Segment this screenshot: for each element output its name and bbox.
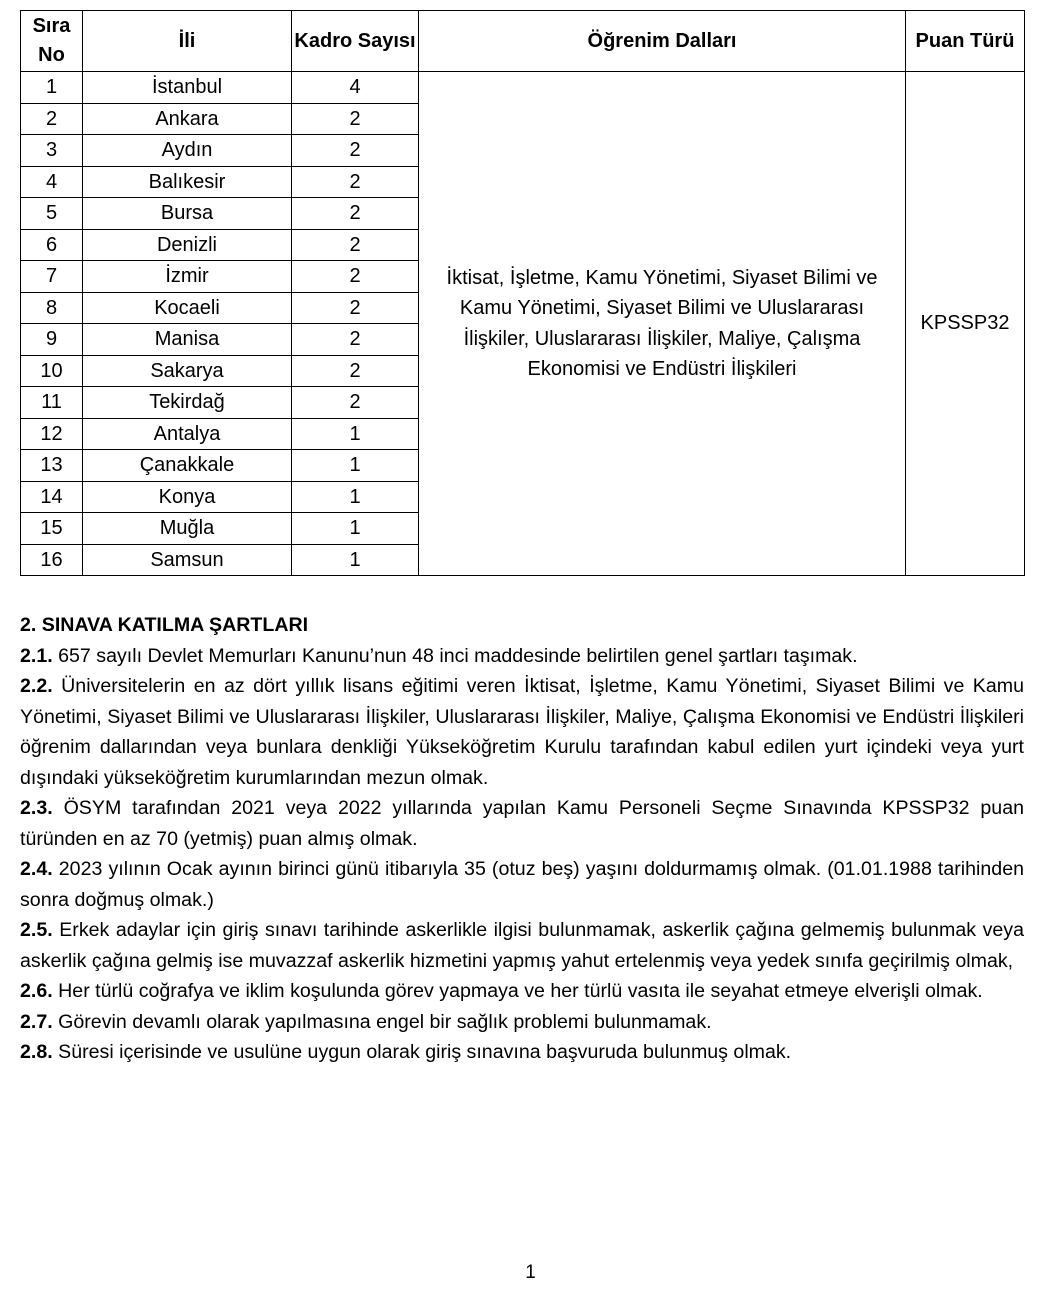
page-number: 1: [525, 1262, 536, 1283]
row-no: 14: [21, 481, 83, 513]
row-city: Muğla: [83, 513, 292, 545]
row-no: 12: [21, 418, 83, 450]
row-count: 2: [292, 198, 419, 230]
condition-number: 2.4.: [20, 858, 53, 880]
row-count: 1: [292, 481, 419, 513]
row-city: Konya: [83, 481, 292, 513]
row-count: 2: [292, 261, 419, 293]
row-no: 4: [21, 166, 83, 198]
condition-number: 2.3.: [20, 797, 53, 819]
row-city: Balıkesir: [83, 166, 292, 198]
row-no: 13: [21, 450, 83, 482]
condition-item: [20, 641, 1024, 672]
row-no: 7: [21, 261, 83, 293]
header-count: Kadro Sayısı: [292, 11, 419, 72]
condition-number: 2.8.: [20, 1041, 53, 1063]
score-type-cell: KPSSP32: [906, 72, 1025, 576]
condition-text: Erkek adaylar için giriş sınavı tarihinde askerlikle ilgisi bulunmamak, askerlik çağına gelmemiş bulunmak veya askerlik çağına gelmiş ise muvazzaf askerlik hizmetini yapmış yahut ertelenmiş veya yedek sınıfa geçirilmiş olmak,: [20, 919, 1024, 972]
condition-item: [20, 854, 1024, 915]
condition-item: [20, 976, 1024, 1007]
row-no: 3: [21, 135, 83, 167]
condition-item: [20, 1007, 1024, 1038]
condition-number: 2.1.: [20, 644, 53, 667]
condition-number: 2.7.: [20, 1010, 53, 1033]
condition-item: [20, 915, 1024, 976]
row-count: 4: [292, 72, 419, 104]
row-no: 15: [21, 513, 83, 545]
row-count: 1: [292, 544, 419, 576]
row-city: Ankara: [83, 103, 292, 135]
row-count: 2: [292, 387, 419, 419]
header-no: Sıra No: [21, 11, 83, 72]
condition-text: Süresi içerisinde ve usulüne uygun olarak giriş sınavına başvuruda bulunmuş olmak.: [58, 1041, 792, 1063]
condition-text: 2023 yılının Ocak ayının birinci günü itibarıyla 35 (otuz beş) yaşını doldurmamış olmak. (01.01.1988 tarihinden sonra doğmuş olmak.): [20, 858, 1024, 911]
row-no: 5: [21, 198, 83, 230]
row-no: 9: [21, 324, 83, 356]
condition-text: Görevin devamlı olarak yapılmasına engel bir sağlık problemi bulunmamak.: [58, 1010, 712, 1033]
header-score-type: Puan Türü: [906, 11, 1025, 72]
row-city: Bursa: [83, 198, 292, 230]
row-city: Samsun: [83, 544, 292, 576]
row-no: 16: [21, 544, 83, 576]
row-city: Manisa: [83, 324, 292, 356]
section-title: 2. SINAVA KATILMA ŞARTLARI: [20, 614, 309, 636]
row-count: 1: [292, 513, 419, 545]
condition-item: [20, 793, 1024, 854]
condition-text: Her türlü coğrafya ve iklim koşulunda görev yapmaya ve her türlü vasıta ile seyahat etmeye elverişli olmak.: [58, 980, 983, 1002]
row-count: 2: [292, 135, 419, 167]
row-no: 11: [21, 387, 83, 419]
row-city: Tekirdağ: [83, 387, 292, 419]
header-city: İli: [83, 11, 292, 72]
table-header-row: [21, 11, 1025, 72]
education-fields-cell: İktisat, İşletme, Kamu Yönetimi, Siyaset Bilimi ve Kamu Yönetimi, Siyaset Bilimi ve Uluslararası İlişkiler, Uluslararası İlişkiler, Maliye, Çalışma Ekonomisi ve Endüstri İlişkileri: [419, 72, 906, 576]
condition-item: [20, 671, 1024, 793]
row-count: 2: [292, 229, 419, 261]
row-city: İstanbul: [83, 72, 292, 104]
row-count: 2: [292, 324, 419, 356]
row-city: Aydın: [83, 135, 292, 167]
row-no: 1: [21, 72, 83, 104]
participation-conditions: [20, 610, 1024, 1068]
row-city: Sakarya: [83, 355, 292, 387]
row-count: 2: [292, 355, 419, 387]
row-no: 2: [21, 103, 83, 135]
row-no: 6: [21, 229, 83, 261]
row-count: 1: [292, 450, 419, 482]
positions-table: [20, 10, 1025, 576]
condition-text: ÖSYM tarafından 2021 veya 2022 yıllarında yapılan Kamu Personeli Seçme Sınavında KPSSP32 puan türünden en az 70 (yetmiş) puan almış olmak.: [20, 797, 1024, 850]
header-fields: Öğrenim Dalları: [419, 11, 906, 72]
condition-number: 2.5.: [20, 919, 53, 941]
row-count: 2: [292, 292, 419, 324]
row-city: Antalya: [83, 418, 292, 450]
condition-number: 2.2.: [20, 675, 53, 697]
condition-item: [20, 1037, 1024, 1068]
row-count: 2: [292, 103, 419, 135]
condition-number: 2.6.: [20, 980, 53, 1002]
row-city: Denizli: [83, 229, 292, 261]
condition-text: 657 sayılı Devlet Memurları Kanunu’nun 48 inci maddesinde belirtilen genel şartları taşımak.: [58, 644, 858, 667]
row-no: 10: [21, 355, 83, 387]
table-row: [21, 72, 1025, 104]
row-count: 1: [292, 418, 419, 450]
row-city: Çanakkale: [83, 450, 292, 482]
condition-text: Üniversitelerin en az dört yıllık lisans eğitimi veren İktisat, İşletme, Kamu Yönetimi, Siyaset Bilimi ve Kamu Yönetimi, Siyaset Bilimi ve Uluslararası İlişkiler, Uluslararası İlişkiler, Maliye, Çalışma Ekonomisi ve Endüstri İlişkileri öğrenim dallarından veya bunlara denkliği Yükseköğretim Kurulu tarafından kabul edilen yurt içindeki veya yurt dışındaki yükseköğretim kurumlarından mezun olmak.: [20, 675, 1024, 789]
row-no: 8: [21, 292, 83, 324]
row-city: Kocaeli: [83, 292, 292, 324]
row-city: İzmir: [83, 261, 292, 293]
row-count: 2: [292, 166, 419, 198]
